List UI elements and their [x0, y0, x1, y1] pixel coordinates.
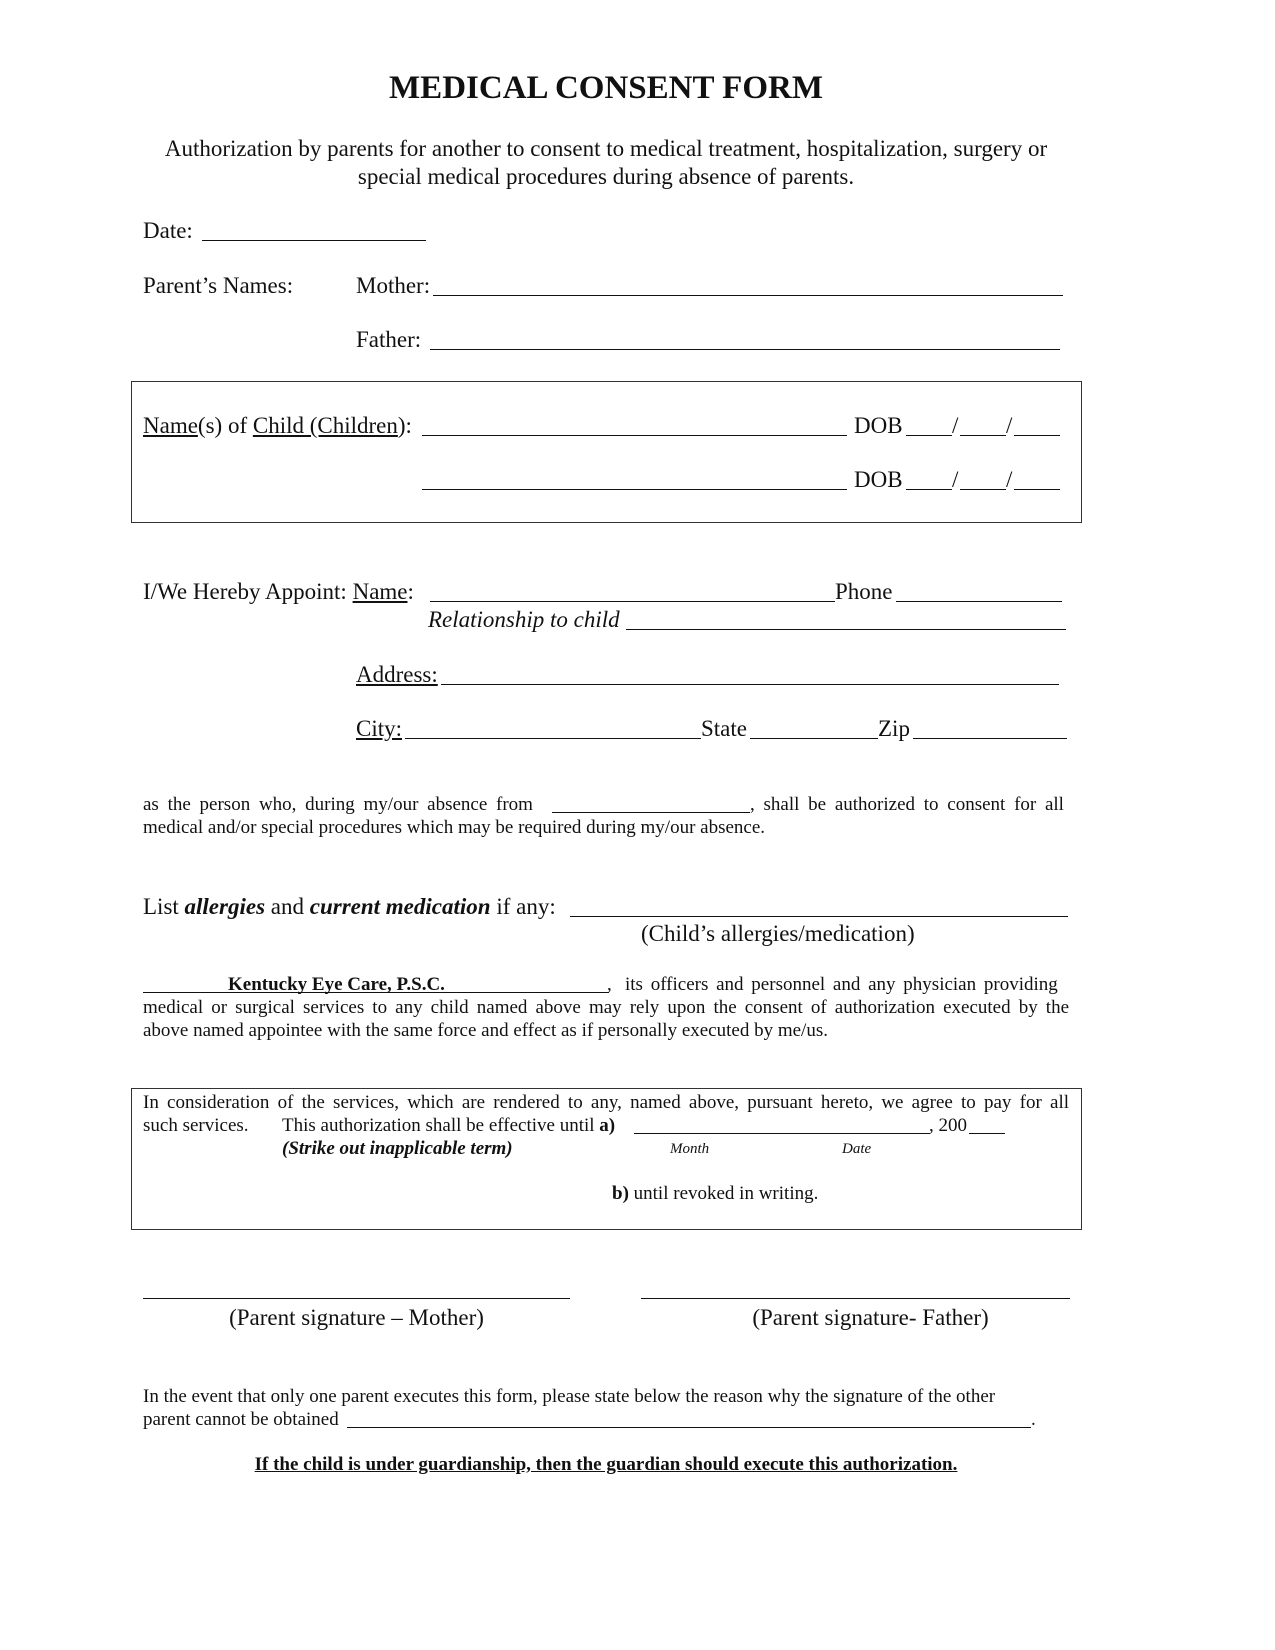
child-children-word: Child (Children	[252, 413, 398, 438]
child-name-label	[143, 413, 412, 439]
appoint-lead: I/We Hereby Appoint:	[143, 579, 353, 604]
father-label: Father:	[356, 327, 422, 352]
child-close: ):	[397, 413, 412, 438]
one-parent-period: .	[1031, 1409, 1036, 1430]
appoint-colon: :	[407, 579, 414, 604]
page-title: MEDICAL CONSENT FORM	[389, 70, 823, 106]
subtitle-line-2: special medical procedures during absence of parents.	[357, 164, 855, 189]
appoint-label	[143, 579, 414, 605]
month-caption: Month	[670, 1141, 710, 1157]
allergies-field[interactable]	[570, 916, 1068, 917]
appointee-name-field[interactable]	[430, 601, 835, 602]
absence-location-field[interactable]	[552, 812, 750, 813]
payment-effective	[282, 1115, 615, 1137]
payment-option-b	[612, 1183, 818, 1205]
payment-line-1: In consideration of the services, which are rendered to any, named above, pursuant hereto, we agree to pay for all	[143, 1092, 1069, 1113]
provider-line-3: above named appointee with the same force and effect as if personally executed by me/us.	[143, 1020, 828, 1041]
absence-line-1b: , shall be authorized to consent for all	[750, 794, 1064, 815]
address-field[interactable]	[441, 684, 1059, 685]
relationship-label: Relationship to child	[428, 607, 620, 632]
father-signature-caption: (Parent signature- Father)	[752, 1305, 989, 1330]
relationship-field[interactable]	[626, 629, 1066, 630]
provider-line-2: medical or surgical services to any child named above may rely upon the consent of authorization executed by the	[143, 997, 1069, 1018]
provider-comma: ,	[607, 974, 612, 995]
one-parent-line-2: parent cannot be obtained	[143, 1409, 339, 1430]
allergies-list: List	[143, 894, 185, 919]
phone-label: Phone	[835, 579, 893, 604]
absence-line-2: medical and/or special procedures which may be required during my/our absence.	[143, 817, 766, 838]
guardian-note: If the child is under guardianship, then the guardian should execute this authorization.	[254, 1454, 958, 1475]
state-label: State	[701, 716, 747, 741]
dob-label-1: DOB	[854, 413, 903, 438]
provider-name: Kentucky Eye Care, P.S.C.	[228, 974, 445, 995]
payment-option-b-letter: b)	[612, 1183, 629, 1204]
dob-year-field-2[interactable]	[1014, 489, 1060, 490]
dob-slash-2b: /	[1006, 467, 1013, 492]
payment-effective-text: This authorization shall be effective until	[282, 1115, 600, 1136]
state-field[interactable]	[750, 738, 878, 739]
dob-slash-1b: /	[1006, 413, 1013, 438]
child-name-word: Name	[143, 413, 198, 438]
mother-label: Mother:	[356, 273, 431, 298]
mother-name-field[interactable]	[433, 295, 1063, 296]
payment-such-services: such services.	[143, 1115, 249, 1136]
dob-year-field-1[interactable]	[1014, 435, 1060, 436]
zip-label: Zip	[878, 716, 910, 741]
absence-line-1a: as the person who, during my/our absence from	[143, 794, 533, 815]
child-name-field-1[interactable]	[422, 435, 847, 436]
allergies-word: allergies	[184, 894, 266, 919]
date-label: Date:	[143, 218, 193, 243]
zip-field[interactable]	[913, 738, 1067, 739]
dob-month-field-1[interactable]	[906, 435, 952, 436]
date-field[interactable]	[202, 240, 426, 241]
phone-field[interactable]	[896, 601, 1062, 602]
appoint-name-word: Name	[352, 579, 408, 604]
reason-field[interactable]	[347, 1427, 1031, 1428]
city-field[interactable]	[405, 738, 701, 739]
child-s-of: (s) of	[197, 413, 253, 438]
payment-year: , 200	[929, 1115, 967, 1136]
dob-label-2: DOB	[854, 467, 903, 492]
strike-note: (Strike out inapplicable term)	[282, 1138, 513, 1159]
medication-word: current medication	[309, 894, 491, 919]
father-signature-field[interactable]	[641, 1298, 1070, 1299]
dob-slash-1a: /	[952, 413, 959, 438]
payment-revoked: until revoked in writing.	[628, 1183, 819, 1204]
date-caption: Date	[842, 1141, 872, 1157]
one-parent-line-1: In the event that only one parent executes this form, please state below the reason why the signature of the other	[143, 1386, 996, 1407]
children-box	[131, 381, 1082, 523]
dob-month-field-2[interactable]	[906, 489, 952, 490]
dob-day-field-2[interactable]	[960, 489, 1006, 490]
allergies-if-any: if any:	[490, 894, 556, 919]
allergies-label	[143, 894, 556, 920]
address-label: Address:	[356, 662, 438, 687]
child-name-field-2[interactable]	[422, 489, 847, 490]
mother-signature-field[interactable]	[143, 1298, 570, 1299]
provider-line-1: its officers and personnel and any physician providing	[625, 974, 1058, 995]
effective-date-field[interactable]	[634, 1133, 930, 1134]
dob-day-field-1[interactable]	[960, 435, 1006, 436]
subtitle-line-1: Authorization by parents for another to consent to medical treatment, hospitalization, surgery or	[164, 136, 1048, 161]
mother-signature-caption: (Parent signature – Mother)	[229, 1305, 484, 1330]
effective-year-field[interactable]	[969, 1133, 1005, 1134]
dob-slash-2a: /	[952, 467, 959, 492]
parents-label: Parent’s Names:	[143, 273, 294, 298]
allergies-and: and	[265, 894, 310, 919]
allergies-caption: (Child’s allergies/medication)	[641, 921, 915, 946]
payment-option-a: a)	[599, 1115, 616, 1136]
city-label: City:	[356, 716, 403, 741]
father-name-field[interactable]	[430, 349, 1060, 350]
